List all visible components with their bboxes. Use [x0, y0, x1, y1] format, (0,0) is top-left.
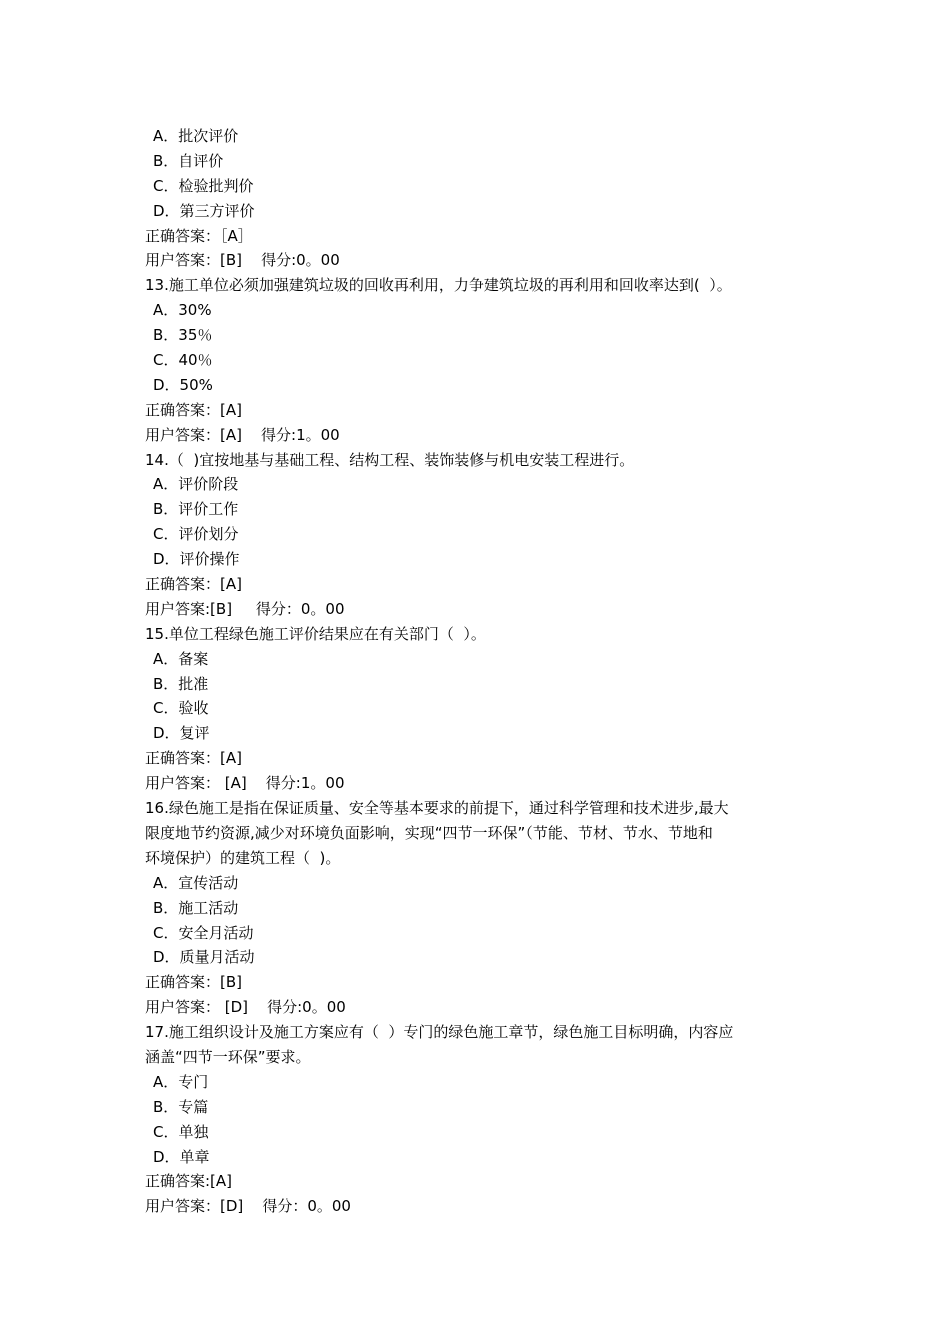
q13-option-d: D．50%: [153, 375, 213, 394]
q12-correct-answer: 正确答案：［A］: [145, 226, 253, 245]
q15-question: 15.单位工程绿色施工评价结果应在有关部门（ ）。: [145, 624, 486, 643]
q13-option-a: A．30%: [153, 301, 212, 320]
q15-correct-answer: 正确答案：[A]: [145, 749, 242, 768]
q14-option-d: D．评价操作: [153, 550, 240, 569]
q16-user-answer: 用户答案： [D] 得分:0。00: [145, 998, 346, 1017]
q17-option-c: C．单独: [153, 1122, 209, 1141]
q15-option-b: B．批准: [153, 674, 209, 693]
q12-option-b: B．自评价: [153, 151, 224, 170]
q17-correct-answer: 正确答案:[A]: [145, 1172, 233, 1191]
q14-correct-answer: 正确答案：[A]: [145, 575, 242, 594]
q14-question: 14.（ )宜按地基与基础工程、结构工程、装饰装修与机电安装工程进行。: [145, 450, 635, 469]
q13-option-b: B．35％: [153, 326, 213, 345]
q16-option-c: C．安全月活动: [153, 923, 254, 942]
q16-question-line-2: 限度地节约资源,减少对环境负面影响，实现“四节一环保”（节能、节材、节水、节地和: [145, 823, 713, 842]
q13-question: 13.施工单位必须加强建筑垃圾的回收再利用，力争建筑垃圾的再利用和回收率达到( ）。: [145, 276, 732, 295]
q12-user-answer: 用户答案：[B] 得分:0。00: [145, 251, 340, 270]
q14-user-answer: 用户答案:[B] 得分：0。00: [145, 599, 345, 618]
q16-option-a: A．宣传活动: [153, 873, 239, 892]
q12-option-d: D．第三方评价: [153, 201, 255, 220]
q15-option-d: D．复评: [153, 724, 210, 743]
q12-option-c: C．检验批判价: [153, 176, 254, 195]
q14-option-a: A．评价阶段: [153, 475, 239, 494]
q17-option-b: B．专篇: [153, 1097, 209, 1116]
q17-option-a: A．专门: [153, 1072, 209, 1091]
q15-option-a: A．备案: [153, 649, 209, 668]
q15-option-c: C．验收: [153, 699, 209, 718]
q14-option-b: B．评价工作: [153, 500, 239, 519]
q17-question-line-1: 17.施工组织设计及施工方案应有（ ）专门的绿色施工章节，绿色施工目标明确，内容应: [145, 1023, 734, 1042]
q13-user-answer: 用户答案：[A] 得分:1。00: [145, 425, 340, 444]
q13-correct-answer: 正确答案：[A]: [145, 400, 242, 419]
q16-option-b: B．施工活动: [153, 898, 239, 917]
q15-user-answer: 用户答案： [A] 得分:1。00: [145, 774, 345, 793]
quiz-content: [145, 124, 810, 1219]
q17-user-answer: 用户答案：[D] 得分：0。00: [145, 1197, 351, 1216]
q16-question-line-3: 环境保护）的建筑工程（ )。: [145, 848, 341, 867]
q14-option-c: C．评价划分: [153, 525, 239, 544]
q16-question-line-1: 16.绿色施工是指在保证质量、安全等基本要求的前提下，通过科学管理和技术进步,最大: [145, 799, 729, 818]
q16-correct-answer: 正确答案：[B]: [145, 973, 242, 992]
q17-question-line-2: 涵盖“四节一环保”要求。: [145, 1047, 311, 1066]
q17-option-d: D．单章: [153, 1147, 210, 1166]
q16-option-d: D．质量月活动: [153, 948, 255, 967]
q12-option-a: A．批次评价: [153, 127, 239, 145]
q13-option-c: C．40％: [153, 351, 213, 370]
